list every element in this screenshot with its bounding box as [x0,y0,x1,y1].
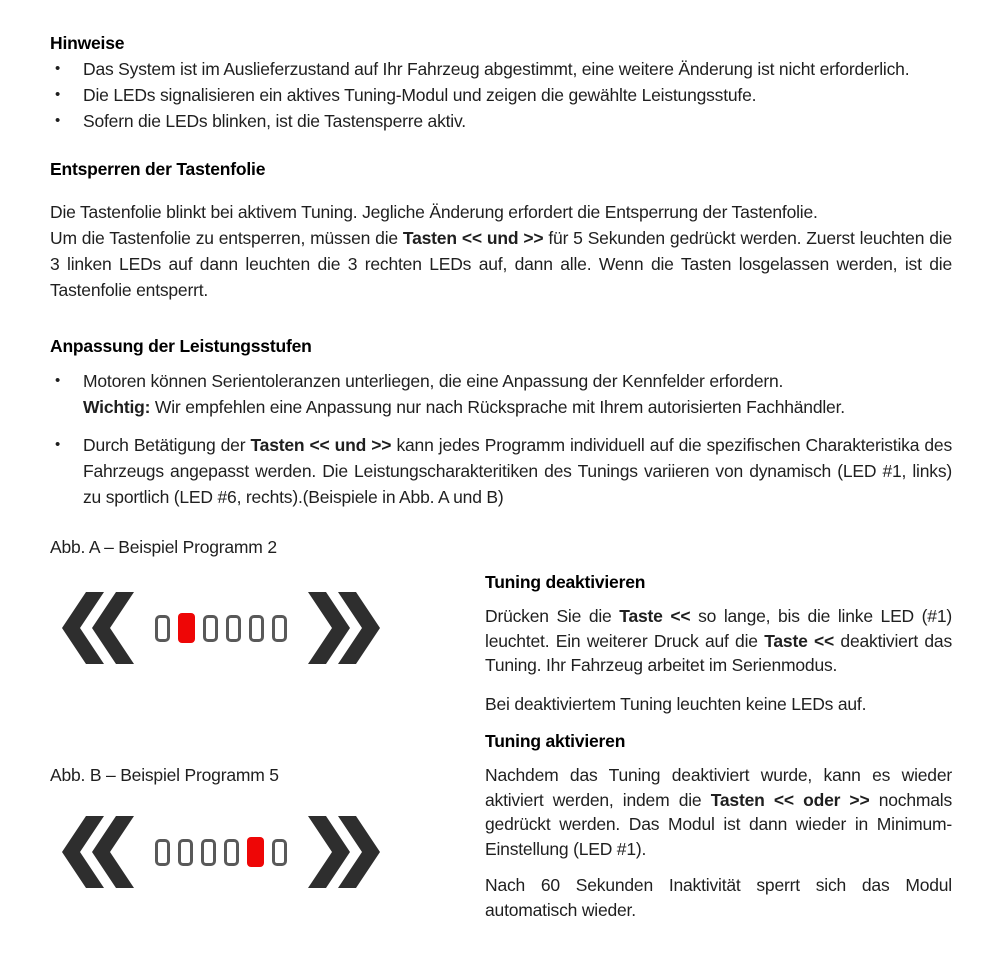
led-row-a [155,613,287,643]
text-segment: Wir empfehlen eine Anpassung nur nach Rücksprache mit Ihrem autorisierten Fachhändler. [150,397,845,417]
figures-column [50,534,485,922]
led-row-b [155,837,287,867]
text-segment: Nachdem das Tuning deaktiviert wurde, kann es wieder aktiviert werden, indem die [485,765,952,810]
bullet-text [83,368,952,420]
section-title-entsperren: Entsperren der Tastenfolie [50,159,266,179]
instructions-column [485,534,952,922]
bullet-icon: • [55,86,61,103]
bold-text-segment: Tasten << oder >> [710,789,870,810]
text-segment: Drücken Sie die [485,606,620,626]
bullet-item [50,108,952,134]
bullet-icon: • [55,372,61,389]
section-title-tuning-deaktivieren: Tuning deaktivieren [485,572,646,592]
text-segment: Bei deaktiviertem Tuning leuchten keine LEDs auf. [485,693,867,714]
led-4 [226,615,241,642]
text-segment: Durch Betätigung der [83,435,251,455]
paragraph [50,199,952,225]
figure-b-graphic [60,814,485,890]
double-chevron-right-icon [308,815,382,889]
text-segment: Die LEDs signalisieren ein aktives Tuning-Modul und zeigen die gewählte Leistungsstufe. [83,85,757,105]
text-segment: so lange, bis die linke LED (#1) leuchtet. Ein weiterer Druck auf die [485,606,952,651]
bold-text-segment: Tasten << und >> [402,228,544,248]
text-segment: Motoren können Serientoleranzen unterliegen, die eine Anpassung der Kennfelder erfordern. [83,371,784,391]
text-segment: Das System ist im Auslieferzustand auf Ihr Fahrzeug abgestimmt, eine weitere Änderung ist nicht erforderlich. [83,59,910,79]
paragraph [50,225,952,303]
bold-text-segment: Wichtig: [83,397,151,417]
bullet-text [83,108,952,134]
bullet-icon: • [55,112,61,129]
figure-a-label: Abb. A – Beispiel Programm 2 [50,537,277,557]
text-segment: Die Tastenfolie blinkt bei aktivem Tuning. Jegliche Änderung erfordert die Entsperrung der Tastenfolie. [50,202,818,222]
text-segment: Sofern die LEDs blinken, ist die Tastensperre aktiv. [83,111,466,131]
led-3 [201,839,216,866]
bullet-line [83,368,952,394]
bullet-text [83,56,952,82]
bullet-item [50,368,952,420]
paragraph [485,692,952,717]
double-chevron-left-icon [60,591,134,665]
figures-and-instructions [50,534,952,922]
led-1 [155,839,170,866]
bullet-item [50,56,952,82]
led-1 [155,615,170,642]
text-segment: Um die Tastenfolie zu entsperren, müssen die [50,228,403,248]
paragraph [485,604,952,678]
text-segment: nochmals gedrückt werden. Das Modul ist dann wieder in Minimum-Einstellung (LED #1). [485,789,953,859]
bold-text-segment: Taste << [764,630,835,651]
led-5-active [247,837,264,867]
bullet-item [50,82,952,108]
bold-text-segment: Tasten << und >> [250,435,392,455]
bullet-item [50,432,952,510]
led-4 [224,839,239,866]
double-chevron-right-icon [308,591,382,665]
figure-a-graphic [60,590,485,666]
figure-b-label: Abb. B – Beispiel Programm 5 [50,765,279,785]
paragraph [485,763,952,861]
bullet-icon: • [55,436,61,453]
led-2 [178,839,193,866]
double-chevron-left-icon [60,815,134,889]
text-segment: deaktiviert das Tuning. Ihr Fahrzeug arbeitet im Serienmodus. [485,630,952,675]
bullet-text [83,82,952,108]
text-segment: für 5 Sekunden gedrückt werden. Zuerst leuchten die 3 linken LEDs auf dann leuchten die 3 rechten LEDs auf, dann alle. Wenn die Tasten losgelassen werden, ist die Tastenfolie entsperrt. [50,228,952,300]
bullet-icon: • [55,60,61,77]
led-6 [272,839,287,866]
bullet-line [83,394,952,420]
section-title-hinweise: Hinweise [50,33,125,53]
paragraph [485,873,952,922]
led-2-active [178,613,195,643]
section-title-anpassung: Anpassung der Leistungsstufen [50,336,312,356]
text-segment: Nach 60 Sekunden Inaktivität sperrt sich das Modul automatisch wieder. [485,875,952,920]
led-3 [203,615,218,642]
text-segment: kann jedes Programm individuell auf die spezifischen Charakteristika des Fahrzeugs angepasst werden. Die Leistungscharakteritiken des Tunings variieren von dynamisch (LED #1, links) zu sportlich (LED #6, rechts).(Beispiele in Abb. A und B) [83,435,952,507]
led-5 [249,615,264,642]
bullet-text [83,432,952,510]
bold-text-segment: Taste << [619,606,691,626]
led-6 [272,615,287,642]
section-title-tuning-aktivieren: Tuning aktivieren [485,731,626,751]
